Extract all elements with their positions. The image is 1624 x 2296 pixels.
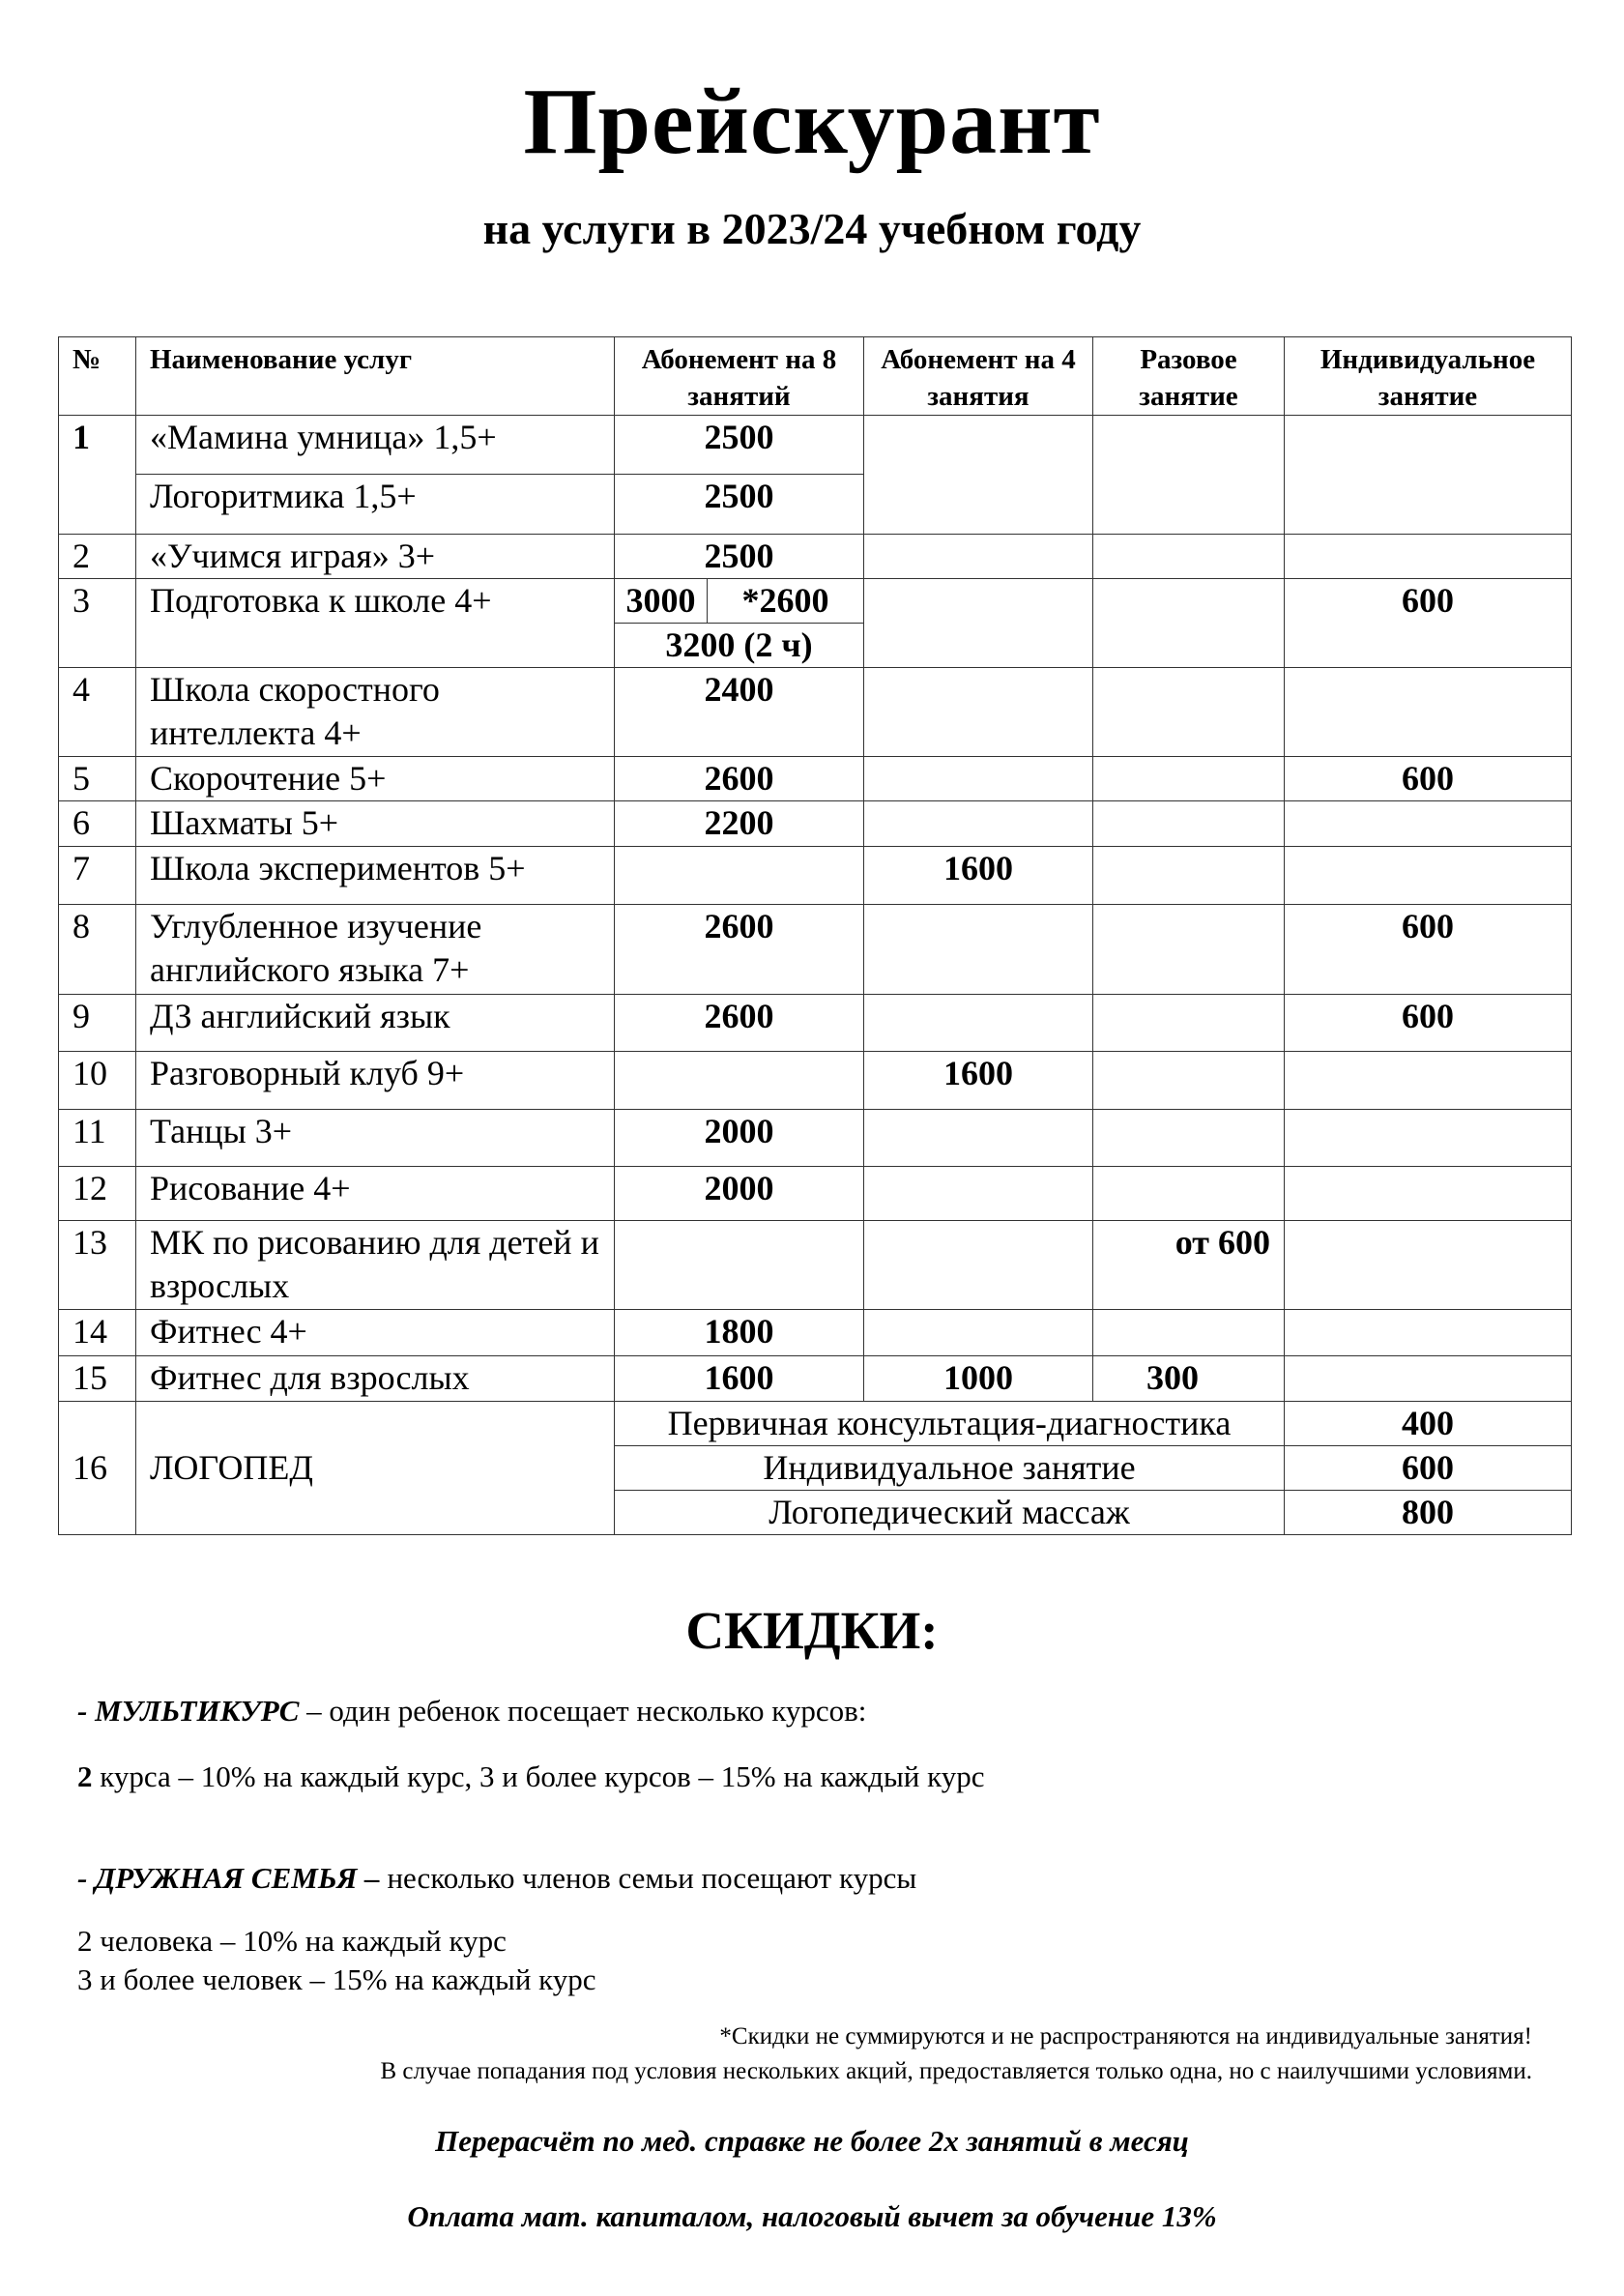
row-name: Шахматы 5+ <box>136 801 615 847</box>
table-row <box>59 1402 1572 1446</box>
row-sub8: 2000 <box>615 1167 864 1221</box>
row-num: 1 <box>59 416 136 535</box>
row-name: Школа экспериментов 5+ <box>136 847 615 905</box>
note-2: В случае попадания под условия нескольких акций, предоставляется только одна, но с наилучшими условиями. <box>380 2058 1532 2084</box>
row-name: Подготовка к школе 4+ <box>136 579 615 668</box>
row-name: Логоритмика 1,5+ <box>136 475 615 535</box>
row-sub8: 1600 <box>615 1356 864 1402</box>
row-name: Танцы 3+ <box>136 1110 615 1167</box>
multicourse-count: 2 <box>77 1759 93 1793</box>
row-sub4 <box>864 1310 1093 1356</box>
row-sub4 <box>864 1221 1093 1310</box>
table-row <box>59 1356 1572 1402</box>
table-row <box>59 1167 1572 1221</box>
row-sub8: 2600 <box>615 995 864 1052</box>
table-row <box>59 579 1572 668</box>
row-num: 11 <box>59 1110 136 1167</box>
row-individual <box>1285 1167 1572 1221</box>
row-single <box>1093 1167 1285 1221</box>
row-single <box>1093 1110 1285 1167</box>
row-num: 13 <box>59 1221 136 1310</box>
family-term-2: 3 и более человек – 15% на каждый курс <box>77 1962 596 1996</box>
note-1: *Скидки не суммируются и не распространяются на индивидуальные занятия! <box>719 2023 1532 2049</box>
row-sub4 <box>864 1167 1093 1221</box>
row-num: 14 <box>59 1310 136 1356</box>
discount-family <box>77 1861 916 1896</box>
table-row <box>59 847 1572 905</box>
header-single: Разовое занятие <box>1093 337 1285 416</box>
row-single <box>1093 668 1285 757</box>
service-label: Логопедический массаж <box>615 1491 1285 1535</box>
row-name: Школа скоростного интеллекта 4+ <box>136 668 615 757</box>
service-price: 800 <box>1285 1491 1572 1535</box>
header-sub8: Абонемент на 8 занятий <box>615 337 864 416</box>
row-individual <box>1285 416 1572 535</box>
row-sub8: 1800 <box>615 1310 864 1356</box>
row-sub8: 2500 <box>615 475 864 535</box>
row-name: Углубленное изучение английского языка 7+ <box>136 905 615 995</box>
row-sub8: 2600 <box>615 905 864 995</box>
row-sub4 <box>864 668 1093 757</box>
row-sub8: 2500 <box>615 535 864 579</box>
sub8-price-b: *2600 <box>741 581 829 620</box>
recalc-note: Перерасчёт по мед. справке не более 2х занятий в месяц <box>435 2124 1189 2158</box>
discount-multicourse <box>77 1694 866 1729</box>
family-term-1: 2 человека – 10% на каждый курс <box>77 1924 507 1958</box>
sub8-price-a: 3000 <box>615 579 708 623</box>
table-row <box>59 1052 1572 1110</box>
row-individual: 600 <box>1285 579 1572 668</box>
service-price: 600 <box>1285 1446 1572 1491</box>
row-sub4 <box>864 579 1093 668</box>
header-individual: Индивидуальное занятие <box>1285 337 1572 416</box>
row-single <box>1093 905 1285 995</box>
row-name: «Мамина умница» 1,5+ <box>136 416 615 475</box>
row-individual: 600 <box>1285 757 1572 801</box>
row-individual <box>1285 668 1572 757</box>
multicourse-name: - МУЛЬТИКУРС <box>77 1694 300 1728</box>
row-num: 12 <box>59 1167 136 1221</box>
row-num: 9 <box>59 995 136 1052</box>
row-single <box>1093 801 1285 847</box>
header-sub4: Абонемент на 4 занятия <box>864 337 1093 416</box>
row-num: 10 <box>59 1052 136 1110</box>
family-name: - ДРУЖНАЯ СЕМЬЯ – <box>77 1861 380 1895</box>
row-num: 7 <box>59 847 136 905</box>
sub8-price-c: 3200 (2 ч) <box>665 625 813 664</box>
family-desc: несколько членов семьи посещают курсы <box>379 1861 917 1895</box>
row-sub8: 2000 <box>615 1110 864 1167</box>
row-name: Скорочтение 5+ <box>136 757 615 801</box>
row-individual: 600 <box>1285 905 1572 995</box>
row-sub4: 1600 <box>864 1052 1093 1110</box>
row-num: 4 <box>59 668 136 757</box>
row-individual <box>1285 1221 1572 1310</box>
page-subtitle: на услуги в 2023/24 учебном году <box>482 204 1142 253</box>
row-sub4 <box>864 535 1093 579</box>
table-row <box>59 1310 1572 1356</box>
service-price: 400 <box>1285 1402 1572 1446</box>
row-individual <box>1285 1110 1572 1167</box>
row-single: от 600 <box>1093 1221 1285 1310</box>
row-name: Фитнес для взрослых <box>136 1356 615 1402</box>
row-individual <box>1285 535 1572 579</box>
multicourse-desc: – один ребенок посещает несколько курсов: <box>299 1694 867 1728</box>
row-num: 5 <box>59 757 136 801</box>
row-individual: 600 <box>1285 995 1572 1052</box>
service-label: Индивидуальное занятие <box>615 1446 1285 1491</box>
row-sub8: 2400 <box>615 668 864 757</box>
row-num: 6 <box>59 801 136 847</box>
row-sub8: 2600 <box>615 757 864 801</box>
row-single <box>1093 535 1285 579</box>
row-name: ЛОГОПЕД <box>136 1402 615 1535</box>
row-sub8-split <box>615 579 864 668</box>
table-header <box>59 337 1572 416</box>
row-num: 8 <box>59 905 136 995</box>
row-sub4: 1000 <box>864 1356 1093 1402</box>
row-single <box>1093 995 1285 1052</box>
multicourse-terms: курса – 10% на каждый курс, 3 и более курсов – 15% на каждый курс <box>92 1759 985 1793</box>
row-sub4 <box>864 757 1093 801</box>
table-row <box>59 535 1572 579</box>
row-name: МК по рисованию для детей и взрослых <box>136 1221 615 1310</box>
row-sub4 <box>864 1110 1093 1167</box>
row-sub4: 1600 <box>864 847 1093 905</box>
table-row <box>59 905 1572 995</box>
row-name: Фитнес 4+ <box>136 1310 615 1356</box>
row-single <box>1093 757 1285 801</box>
row-single: 300 <box>1093 1356 1285 1402</box>
row-individual <box>1285 1052 1572 1110</box>
row-num: 2 <box>59 535 136 579</box>
row-sub4 <box>864 801 1093 847</box>
discount-multicourse-terms <box>77 1759 985 1794</box>
table-row <box>59 416 1572 475</box>
header-name: Наименование услуг <box>136 337 615 416</box>
row-sub8 <box>615 847 864 905</box>
table-row <box>59 995 1572 1052</box>
discounts-title: СКИДКИ: <box>685 1601 939 1660</box>
row-sub8: 2500 <box>615 416 864 475</box>
row-single <box>1093 416 1285 535</box>
row-individual <box>1285 847 1572 905</box>
row-name: ДЗ английский язык <box>136 995 615 1052</box>
row-sub8: 2200 <box>615 801 864 847</box>
row-single <box>1093 1310 1285 1356</box>
row-name: «Учимся играя» 3+ <box>136 535 615 579</box>
price-table <box>58 336 1572 1535</box>
row-name: Рисование 4+ <box>136 1167 615 1221</box>
table-row <box>59 757 1572 801</box>
row-sub4 <box>864 416 1093 535</box>
table-row <box>59 801 1572 847</box>
row-num: 16 <box>59 1402 136 1535</box>
header-num: № <box>59 337 136 416</box>
service-label: Первичная консультация-диагностика <box>615 1402 1285 1446</box>
row-name: Разговорный клуб 9+ <box>136 1052 615 1110</box>
row-num: 3 <box>59 579 136 668</box>
row-sub4 <box>864 995 1093 1052</box>
table-row <box>59 1221 1572 1310</box>
row-num: 15 <box>59 1356 136 1402</box>
table-row <box>59 1110 1572 1167</box>
row-individual <box>1285 801 1572 847</box>
row-individual <box>1285 1310 1572 1356</box>
row-sub4 <box>864 905 1093 995</box>
table-row <box>59 668 1572 757</box>
row-single <box>1093 579 1285 668</box>
payment-note: Оплата мат. капиталом, налоговый вычет за обучение 13% <box>407 2199 1217 2233</box>
row-individual <box>1285 1356 1572 1402</box>
row-sub8 <box>615 1052 864 1110</box>
row-sub8 <box>615 1221 864 1310</box>
row-single <box>1093 847 1285 905</box>
row-single <box>1093 1052 1285 1110</box>
page-title: Прейскурант <box>523 70 1101 174</box>
